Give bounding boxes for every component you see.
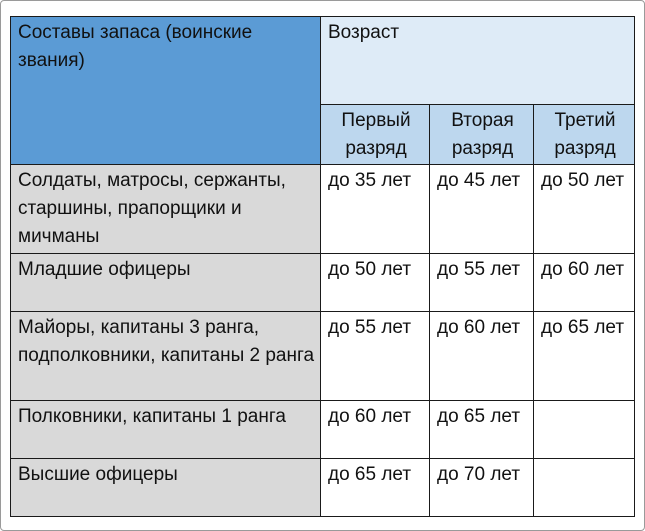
table-row — [11, 165, 635, 254]
row-value-cell: до 65 лет — [534, 312, 635, 401]
row-value-cell: до 55 лет — [321, 312, 430, 401]
table-row — [11, 312, 635, 401]
row-value-cell: до 60 лет — [321, 401, 430, 459]
row-category-cell: Солдаты, матросы, сержанты, старшины, прапорщики и мичманы — [11, 165, 321, 254]
header-rank-1-label: Первый разряд — [341, 110, 411, 160]
header-category-cell — [11, 17, 321, 165]
header-rank-2-cell — [430, 105, 534, 165]
row-value-cell: до 60 лет — [430, 312, 534, 401]
row-value-cell: до 45 лет — [430, 165, 534, 254]
header-rank-3-label: Третий разряд — [554, 110, 616, 160]
row-value-cell — [534, 401, 635, 459]
row-value-cell: до 65 лет — [430, 401, 534, 459]
header-age-cell — [321, 17, 635, 105]
row-value-cell: до 65 лет — [321, 459, 430, 517]
row-value-cell: до 55 лет — [430, 254, 534, 312]
reserve-age-table — [10, 16, 635, 517]
table-row — [11, 254, 635, 312]
header-category-label: Составы запаса (воинские звания) — [18, 22, 253, 71]
row-value-cell: до 50 лет — [321, 254, 430, 312]
row-category-cell: Младшие офицеры — [11, 254, 321, 312]
table-row — [11, 459, 635, 517]
row-value-cell: до 50 лет — [534, 165, 635, 254]
row-category-cell: Высшие офицеры — [11, 459, 321, 517]
header-rank-1-cell — [321, 105, 430, 165]
header-rank-3-cell — [534, 105, 635, 165]
row-value-cell: до 70 лет — [430, 459, 534, 517]
header-age-label: Возраст — [328, 22, 400, 43]
row-category-cell: Полковники, капитаны 1 ранга — [11, 401, 321, 459]
row-value-cell: до 60 лет — [534, 254, 635, 312]
row-value-cell: до 35 лет — [321, 165, 430, 254]
table-row — [11, 401, 635, 459]
header-rank-2-label: Вторая разряд — [451, 110, 514, 160]
row-category-cell: Майоры, капитаны 3 ранга, подполковники, капитаны 2 ранга — [11, 312, 321, 401]
row-value-cell — [534, 459, 635, 517]
header-row-top — [11, 17, 635, 105]
